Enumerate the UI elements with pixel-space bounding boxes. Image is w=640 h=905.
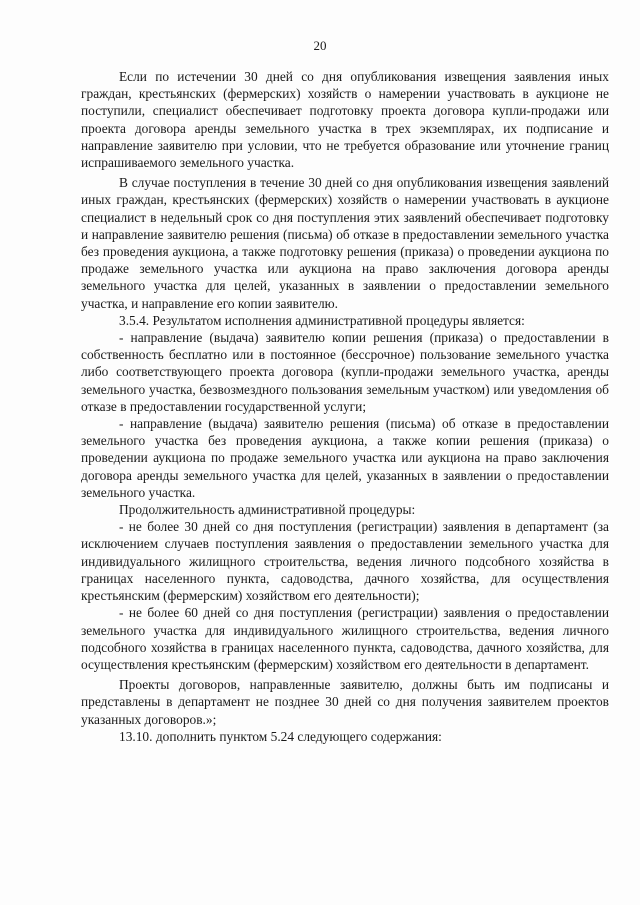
- paragraph-contract-drafts: Проекты договоров, направленные заявителю, должны быть им подписаны и представлены в департамент не позднее 30 дней со дня получения заявителем проектов указанных договоров.»;: [81, 677, 609, 727]
- paragraph-result-item-2: - направление (выдача) заявителю решения (письма) об отказе в предоставлении земельного участка без проведения аукциона, а также копии решения (приказа) о проведении аукциона по продаже земельного участка или аукциона на право заключения договора аренды земельного участка для целей, указанных в заявлении о предоставлении земельного участка.: [81, 416, 609, 500]
- paragraph-duration-heading: Продолжительность административной процедуры:: [119, 502, 416, 518]
- paragraph-amendment: 13.10. дополнить пунктом 5.24 следующего содержания:: [119, 728, 442, 744]
- paragraph-duration-item-1: - не более 30 дней со дня поступления (регистрации) заявления в департамент (за исключением случаев поступления заявления о предоставлении земельного участка для индивидуального жилищного строительства, ведения личного подсобного хозяйства в границах населенного пункта, садоводства, дачного хозяйства, для осуществления крестьянским (фермерским) хозяйством его деятельности);: [81, 519, 609, 604]
- document-body: [81, 68, 609, 745]
- paragraph-duration-item-2: - не более 60 дней со дня поступления (регистрации) заявления о предоставлении земельного участка для индивидуального жилищного строительства, ведения личного подсобного хозяйства в границах населенного пункта, садоводства, дачного хозяйства, для осуществления крестьянским (фермерским) хозяйством его деятельности в департамент.: [81, 605, 609, 672]
- paragraph-bids-received: В случае поступления в течение 30 дней со дня опубликования извещения заявлений иных граждан, крестьянских (фермерских) хозяйств о намерении участвовать в аукционе специалист в недельный срок со дня поступления этих заявлений обеспечивает подготовку и направление заявителю решения (письма) об отказе в предоставлении земельного участка без проведения аукциона, а также подготовку решения (приказа) о проведении аукциона по продаже земельного участка или аукциона на право заключения договора аренды земельного участка для целей, указанных в заявлении о предоставлении земельного участка, и направление его копии заявителю.: [81, 175, 609, 311]
- paragraph-no-bids: Если по истечении 30 дней со дня опубликования извещения заявления иных граждан, крестьянских (фермерских) хозяйств о намерении участвовать в аукционе не поступили, специалист обеспечивает подготовку проекта договора купли-продажи или проекта договора аренды земельного участка в трех экземплярах, их подписание и направление заявителю при условии, что не требуется образование или уточнение границ испрашиваемого земельного участка.: [81, 69, 609, 171]
- paragraph-result-item-1: - направление (выдача) заявителю копии решения (приказа) о предоставлении в собственность бесплатно или в постоянное (бессрочное) пользование земельного участка либо соответствующего проекта договора (купли-продажи земельного участка, аренды земельного участка, безвозмездного пользования земельным участком) или уведомления об отказе в предоставлении государственной услуги;: [81, 330, 609, 414]
- page-number: 20: [313, 38, 327, 53]
- paragraph-result-heading: 3.5.4. Результатом исполнения административной процедуры является:: [119, 312, 525, 328]
